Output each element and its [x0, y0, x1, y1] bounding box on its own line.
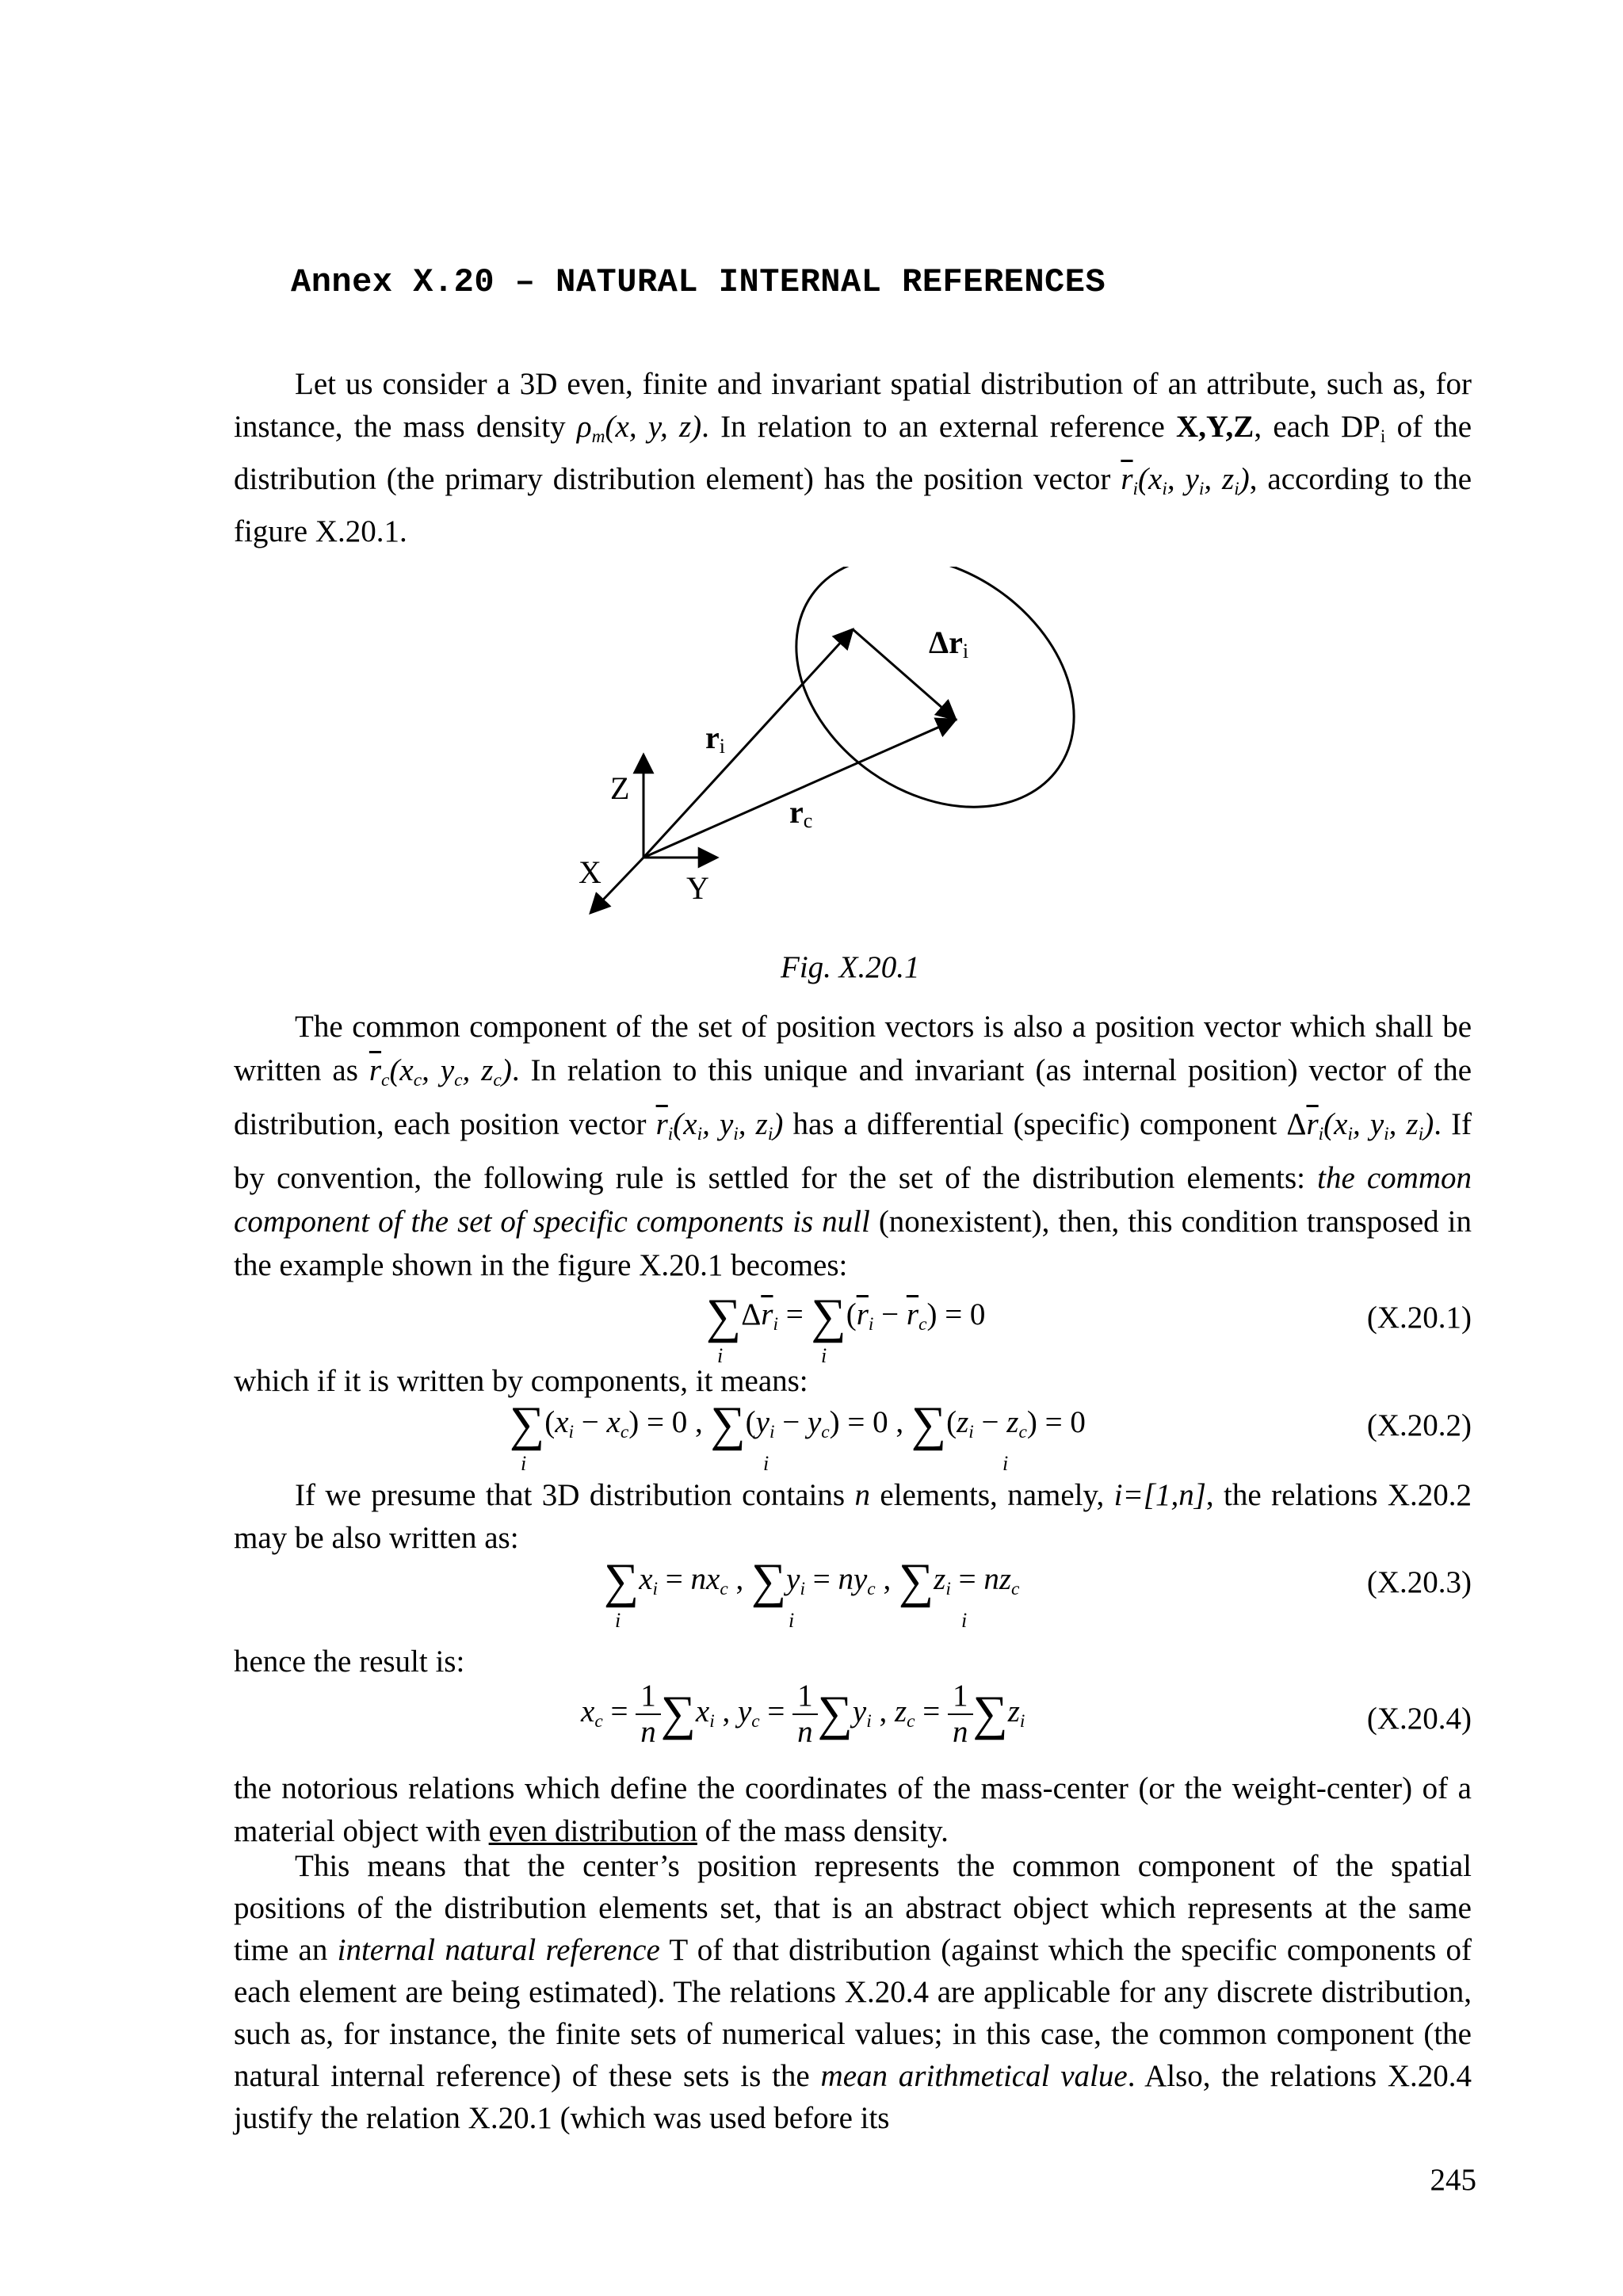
equation-number: (X.20.2) — [1366, 1408, 1472, 1442]
paragraph-intro: Let us consider a 3D even, finite and invariant spatial distribution of an attribute, such as, for instance, the mass density $\rho_m(x$, y, z). In relation to an external reference X,Y,Z, each $DP_i$ of the distribution (the primary distribution element) has the position vector $\overline{r}_i(x_i$, $y_i$, $z_i$), according to the figure X.20.1. — [234, 367, 1472, 549]
equation-x20-1: $\sum\Delta\overline{r}_i = \sum(\overline{r}_i - \overline{r}_c) = 0$ i i (X.20.1) — [706, 1289, 1472, 1367]
annex-title: Annex X.20 – NATURAL INTERNAL REFERENCES — [291, 263, 1106, 301]
paragraph-center-position: This means that the center’s position represents the common component of the spatial positions of the distribution elements set, that is an abstract object which represents at the same time an internal natural reference T of that distribution (against which the specific components of each element are being estimated). The relations X.20.4 are applicable for any discrete distribution, such as, for instance, the finite sets of numerical values; in this case, the common component (the natural internal reference) of these sets is the mean arithmetical value. Also, the relations X.20.4 justify the relation X.20.1 (which was used before its — [234, 1849, 1472, 2135]
figure-caption: Fig. X.20.1 — [781, 950, 920, 984]
label-ri: ri — [705, 720, 725, 758]
label-rc: rc — [789, 794, 813, 832]
position-vector-ri: $\overline{r}_i(x_i$, $y_i$, $z_i$) — [1121, 462, 1250, 500]
label-z: Z — [610, 770, 630, 806]
equation-number: (X.20.3) — [1366, 1565, 1472, 1599]
equation-x20-2: $\sum(x_i - x_c) = 0$ , $\sum(y_i - y_c) = 0$ , $\sum(z_i - z_c) = 0$ i i i (X.20.2) — [510, 1397, 1472, 1475]
vector-delta-ri-math: $\Delta\overline{r}_i(x_i$, $y_i$, $z_i$) — [1286, 1107, 1434, 1145]
label-x: X — [579, 854, 601, 890]
label-y: Y — [686, 870, 709, 906]
paragraph-n-elements: If we presume that 3D distribution contains n elements, namely, i=[1,n], the relations X.20.2 may be also written as: — [234, 1478, 1472, 1555]
page-number: 245 — [1430, 2163, 1476, 2197]
text-hence: hence the result is: — [234, 1645, 465, 1679]
text-components: which if it is written by components, it means: — [234, 1364, 808, 1398]
label-delta-ri: Δri — [929, 625, 969, 663]
equation-number: (X.20.4) — [1366, 1702, 1472, 1736]
equation-x20-4: $x_c$ = $\frac{1}{n}$ $\sum x_i$ , $y_c$ = $\frac{1}{n}$ $\sum y_i$ , $z_c$ = $\frac{1}{n}$ $\sum z_i$ (X.20.4) — [581, 1679, 1472, 1749]
equation-number: (X.20.1) — [1366, 1301, 1472, 1335]
vector-ri-math: $\overline{r}_i(x_i$, $y_i$, $z_i$) — [655, 1107, 784, 1145]
vector-rc — [643, 720, 956, 858]
vector-rc-math: $\overline{r}_c(x_c$, $y_c$, $z_c$) — [369, 1053, 512, 1091]
vector-ri — [643, 629, 853, 858]
paragraph-mass-center: the notorious relations which define the coordinates of the mass-center (or the weight-center) of a material object with even distribution of the mass density. — [234, 1771, 1472, 1848]
figure-x20-1 — [555, 567, 1109, 931]
paragraph-common-component: The common component of the set of position vectors is also a position vector which shall be written as $\overline{r}_c(x_c$, $y_c$, $z_c$). In relation to this unique and invariant (as internal position) vector of the distribution, each position vector $\overline{r}_i(x_i$, $y_i$, $z_i$) has a differential (specific) component $\Delta\overline{r}_i(x_i$, $y_i$, $z_i$). If by convention, the following rule is settled for the set of the distribution elements: the common component of the set of specific components is null (nonexistent), then, this condition transposed in the example shown in the figure X.20.1 becomes: — [234, 1010, 1472, 1283]
mass-density-symbol: $\rho_m(x$, y, z) — [576, 410, 702, 448]
equation-x20-3: $\sum x_i = nx_c$ , $\sum y_i = ny_c$ , $\sum z_i = nz_c$ i i i (X.20.3) — [604, 1554, 1472, 1632]
